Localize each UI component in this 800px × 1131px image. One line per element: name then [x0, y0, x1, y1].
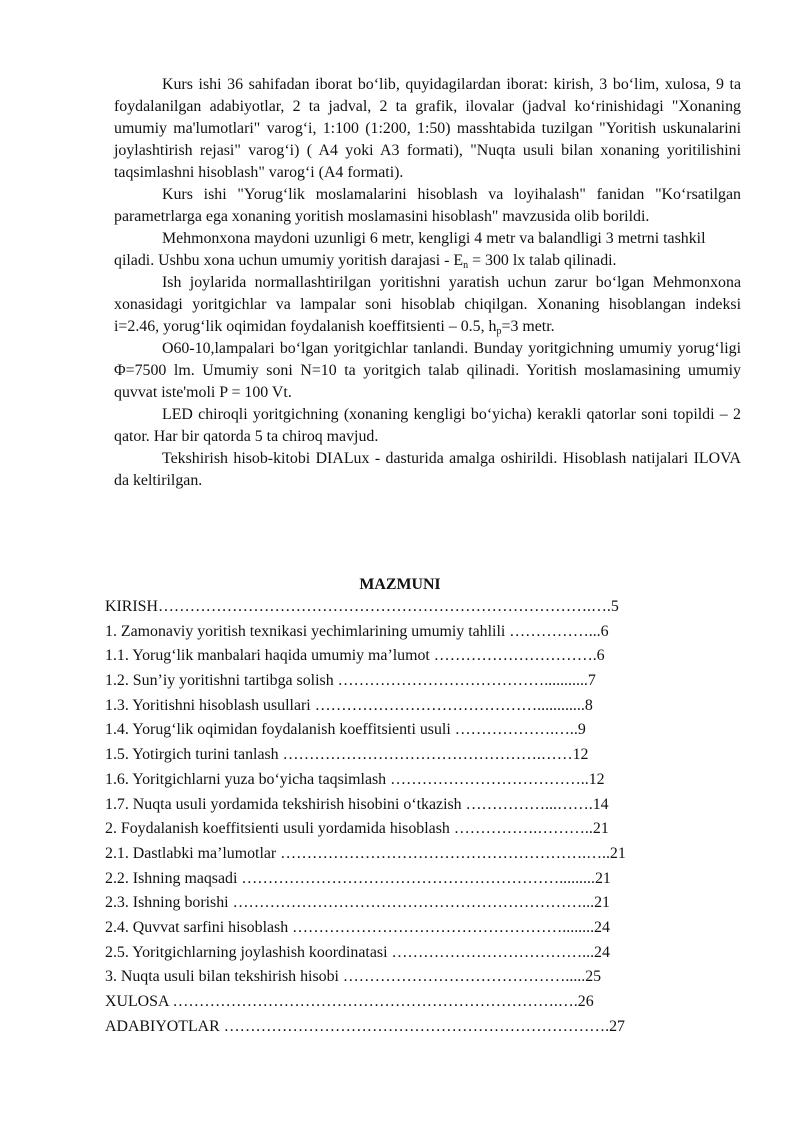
toc-entry-1-5: 1.5. Yotirgich turini tanlash ………………………………………….……12	[105, 746, 589, 764]
paragraph-calculation-tail: =3 metr.	[501, 318, 555, 335]
toc-entry-kirish: KIRISH……………………………………………………………………….….5	[105, 598, 619, 615]
paragraph-room-dimensions-text: Mehmonxona maydoni uzunligi 6 metr, kengligi 4 metr va balandligi 3 metrni tashkil qiladi. Ushbu xona uchun umumiy yoritish darajasi - E	[114, 230, 706, 269]
toc-entry-1-3: 1.3. Yoritishni hisoblash usullari ……………………………………............8	[105, 696, 593, 714]
toc-entry-3: 3. Nuqta usuli bilan tekshirish hisobi …………………………………….....25	[105, 968, 602, 986]
toc-entry-1-6: 1.6. Yoritgichlarni yuza bo‘yicha taqsimlash ………………………………..12	[105, 770, 605, 788]
toc-entry-2-1: 2.1. Dastlabki ma’lumotlar ………………………………………………….…..21	[105, 844, 626, 862]
paragraph-room-dimensions	[114, 228, 741, 272]
toc-entry-2: 2. Foydalanish koeffitsienti usuli yordamida hisoblash …………….………..21	[105, 820, 609, 838]
paragraph-dialux: Tekshirish hisob-kitobi DIALux - dasturida amalga oshirildi. Hisoblash natijalari ILOVA da keltirilgan.	[114, 450, 741, 489]
paragraph-subject: Kurs ishi "Yorug‘lik moslamalarini hisoblash va loyihalash" fanidan "Ko‘rsatilgan parametrlarga ega xonaning yoritish moslamasini hisoblash" mavzusida olib borildi.	[114, 186, 741, 225]
subscript-p: p	[496, 326, 502, 337]
paragraph-room-dimensions-tail: = 300 lx talab qilinadi.	[468, 252, 617, 269]
toc-entry-2-3: 2.3. Ishning borishi …………………………………………………………...21	[105, 894, 610, 912]
toc-entry-xulosa: XULOSA ……………………………………………………………….….26	[105, 993, 594, 1010]
subscript-n: n	[463, 260, 469, 271]
intro-text	[114, 74, 741, 492]
paragraph-calculation	[114, 272, 741, 338]
paragraph-luminaires: O60-10,lampalari bo‘lgan yoritgichlar tanlandi. Bunday yoritgichning umumiy yorug‘ligi Φ=7500 lm. Umumiy soni N=10 ta yoritgich talab qilinadi. Yoritish moslamasining umumiy quvvat iste'moli P = 100 Vt.	[114, 340, 741, 401]
toc-entry-1-4: 1.4. Yorug‘lik oqimidan foydalanish koeffitsienti usuli ……………….…..9	[105, 721, 586, 739]
paragraph-structure: Kurs ishi 36 sahifadan iborat bo‘lib, quyidagilardan iborat: kirish, 3 bo‘lim, xulosa, 9 ta foydalanilgan adabiyotlar, 2 ta jadval, 2 ta grafik, ilovalar (jadval ko‘rinishidagi "Xonaning umumiy ma'lumotlari" varog‘i, 1:100 (1:200, 1:50) masshtabida tuzilgan "Yoritish uskunalarini joylashtirish rejasi" varog‘i) ( A4 yoki A3 formati), "Nuqta usuli bilan xonaning yoritilishini taqsimlashni hisoblash" varog‘i (A4 formati).	[114, 76, 741, 181]
toc-entry-1-1: 1.1. Yorug‘lik manbalari haqida umumiy ma’lumot ………………………….6	[105, 647, 605, 665]
toc-entry-1-2: 1.2. Sun’iy yoritishni tartibga solish …………………………………...........7	[105, 672, 596, 690]
toc-entry-1: 1. Zamonaviy yoritish texnikasi yechimlarining umumiy tahlili ……………...6	[105, 622, 609, 640]
toc-entry-1-7: 1.7. Nuqta usuli yordamida tekshirish hisobini o‘tkazish ……………...…….14	[105, 795, 609, 813]
toc-entry-2-2: 2.2. Ishning maqsadi …………………………………………………….........21	[105, 869, 611, 887]
toc-title: MAZMUNI	[359, 576, 441, 593]
paragraph-led-rows: LED chiroqli yoritgichning (xonaning kengligi bo‘yicha) kerakli qatorlar soni topildi – 2 qator. Har bir qatorda 5 ta chiroq mavjud.	[114, 406, 741, 445]
table-of-contents	[105, 595, 705, 1039]
toc-entry-2-4: 2.4. Quvvat sarfini hisoblash ……………………………………………........24	[105, 918, 610, 936]
toc-entry-2-5: 2.5. Yoritgichlarning joylashish koordinatasi ………………………………...24	[105, 943, 610, 961]
paragraph-calculation-text: Ish joylarida normallashtirilgan yoritishni yaratish uchun zarur bo‘lgan Mehmonxona xonasidagi yoritgichlar va lampalar soni hisoblab chiqilgan. Xonaning hisoblangan indeksi i=2.46, yorug‘lik oqimidan foydalanish koeffitsienti – 0.5, h	[114, 274, 741, 335]
toc-entry-adabiyotlar: ADABIYOTLAR ……………………………………………………………….27	[105, 1017, 625, 1035]
